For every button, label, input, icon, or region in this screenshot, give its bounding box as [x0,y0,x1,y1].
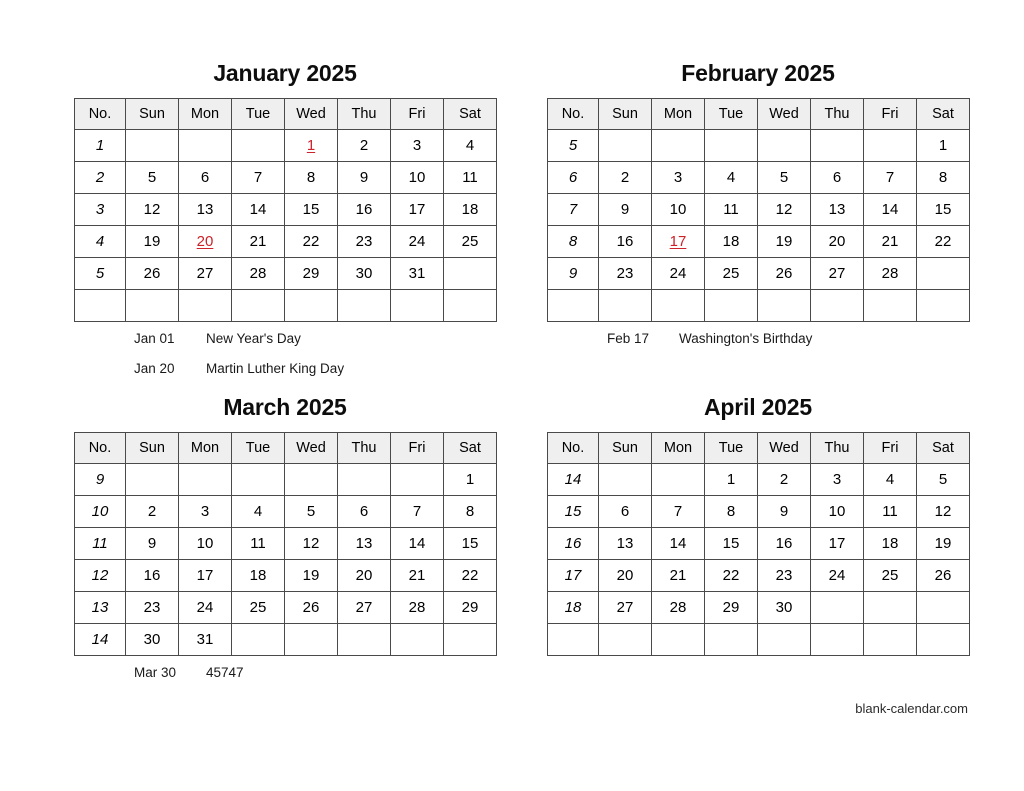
day-cell[interactable]: 10 [811,496,864,528]
calendar-week-row [548,290,970,322]
day-cell[interactable]: 8 [285,162,338,194]
day-cell[interactable]: 5 [285,496,338,528]
day-cell[interactable]: 19 [126,226,179,258]
holiday-note-label: 45747 [206,665,244,680]
day-cell[interactable]: 25 [705,258,758,290]
week-number-cell: 9 [548,258,599,290]
week-number-cell: 9 [75,464,126,496]
day-cell[interactable]: 16 [599,226,652,258]
week-number-cell: 14 [75,624,126,656]
holiday-note-date: Feb 17 [607,331,650,346]
day-cell[interactable]: 18 [864,528,917,560]
day-cell[interactable]: 12 [285,528,338,560]
day-cell-empty [758,624,811,656]
day-cell-empty [864,592,917,624]
day-cell-empty [232,290,285,322]
day-cell-empty [811,130,864,162]
day-cell[interactable]: 7 [864,162,917,194]
day-cell[interactable]: 26 [758,258,811,290]
week-number-cell: 12 [75,560,126,592]
day-cell[interactable]: 27 [811,258,864,290]
day-cell[interactable]: 18 [705,226,758,258]
day-cell-empty [232,624,285,656]
column-header-mon: Mon [179,99,232,130]
day-cell-empty [179,130,232,162]
calendar-week-row [75,258,497,290]
week-number-cell: 17 [548,560,599,592]
calendar-week-row [75,194,497,226]
day-cell[interactable]: 12 [758,194,811,226]
day-cell[interactable]: 4 [444,130,497,162]
day-cell[interactable]: 23 [758,560,811,592]
day-cell[interactable]: 19 [917,528,970,560]
day-cell[interactable]: 5 [917,464,970,496]
month-title-march: March 2025 [223,394,347,420]
day-cell[interactable]: 9 [758,496,811,528]
calendar-week-row [548,528,970,560]
day-cell[interactable]: 9 [599,194,652,226]
calendar-grid [74,98,497,322]
day-cell-empty [652,624,705,656]
calendar-week-row [548,194,970,226]
day-cell[interactable]: 4 [705,162,758,194]
site-credit: blank-calendar.com [855,701,968,716]
day-cell[interactable]: 22 [705,560,758,592]
day-cell-empty [391,464,444,496]
day-cell[interactable]: 2 [599,162,652,194]
day-cell-empty [652,464,705,496]
day-cell-empty [864,130,917,162]
day-cell[interactable]: 3 [652,162,705,194]
day-cell[interactable]: 7 [232,162,285,194]
column-header-weekno: No. [548,433,599,464]
day-cell[interactable]: 13 [811,194,864,226]
day-cell[interactable]: 8 [917,162,970,194]
column-header-wed: Wed [285,99,338,130]
day-cell[interactable]: 30 [758,592,811,624]
calendar-week-row [548,624,970,656]
column-header-fri: Fri [391,433,444,464]
holiday-note [134,361,496,391]
day-cell-empty [917,624,970,656]
holiday-note [134,331,496,361]
column-header-mon: Mon [179,433,232,464]
day-cell[interactable]: 8 [444,496,497,528]
day-cell[interactable]: 13 [599,528,652,560]
day-cell[interactable]: 31 [391,258,444,290]
holiday-note-date: Mar 30 [134,665,177,680]
day-cell[interactable]: 27 [338,592,391,624]
day-cell-empty [599,464,652,496]
holiday-notes-february [547,331,969,361]
week-number-cell: 18 [548,592,599,624]
day-cell[interactable]: 14 [232,194,285,226]
calendar-grid [74,432,497,656]
day-cell[interactable]: 29 [285,258,338,290]
day-cell-empty [705,290,758,322]
day-cell-empty [864,290,917,322]
column-header-weekno: No. [75,99,126,130]
day-cell[interactable]: 12 [126,194,179,226]
day-cell-empty [811,290,864,322]
column-header-sun: Sun [599,99,652,130]
day-cell[interactable]: 1 [705,464,758,496]
column-header-tue: Tue [232,99,285,130]
day-cell-empty [179,290,232,322]
column-header-weekno: No. [75,433,126,464]
holiday-note-label: Martin Luther King Day [206,361,345,376]
day-cell[interactable]: 6 [599,496,652,528]
day-cell[interactable]: 28 [864,258,917,290]
day-cell[interactable]: 13 [338,528,391,560]
day-cell-empty [338,290,391,322]
column-header-sun: Sun [599,433,652,464]
day-cell-empty [917,592,970,624]
calendar-week-row [75,624,497,656]
day-cell-empty [599,290,652,322]
holiday-note [607,331,969,361]
column-header-thu: Thu [811,433,864,464]
day-cell[interactable]: 7 [652,496,705,528]
day-cell[interactable]: 23 [599,258,652,290]
holiday-note [134,665,496,695]
day-cell[interactable]: 14 [864,194,917,226]
day-cell[interactable]: 18 [444,194,497,226]
calendar-header-row [548,433,970,464]
holiday-note-label: Washington's Birthday [679,331,813,346]
week-number-cell: 15 [548,496,599,528]
day-cell[interactable]: 25 [232,592,285,624]
week-number-cell: 2 [75,162,126,194]
column-header-fri: Fri [391,99,444,130]
week-number-cell [548,624,599,656]
week-number-cell [548,290,599,322]
holiday-note-date: Jan 20 [134,361,175,376]
week-number-cell: 11 [75,528,126,560]
day-cell[interactable]: 8 [705,496,758,528]
day-cell-empty [444,624,497,656]
day-cell[interactable]: 30 [338,258,391,290]
day-cell-empty [758,130,811,162]
calendar-week-row [548,258,970,290]
day-cell[interactable]: 25 [444,226,497,258]
month-block-april [547,396,969,665]
day-cell-empty [126,464,179,496]
day-cell[interactable]: 22 [444,560,497,592]
column-header-weekno: No. [548,99,599,130]
day-cell[interactable]: 28 [232,258,285,290]
day-cell[interactable]: 9 [338,162,391,194]
month-block-january [74,62,496,391]
column-header-thu: Thu [338,99,391,130]
day-cell[interactable]: 5 [126,162,179,194]
column-header-sun: Sun [126,99,179,130]
calendar-week-row [75,496,497,528]
holiday-note-date: Jan 01 [134,331,175,346]
day-cell-empty [811,592,864,624]
column-header-tue: Tue [232,433,285,464]
day-cell[interactable]: 21 [652,560,705,592]
day-cell[interactable]: 10 [179,528,232,560]
day-cell[interactable]: 1 [917,130,970,162]
day-cell[interactable]: 12 [917,496,970,528]
day-cell[interactable]: 16 [758,528,811,560]
week-number-cell [75,290,126,322]
day-cell[interactable]: 10 [391,162,444,194]
day-cell-holiday[interactable]: 17 [652,226,705,258]
day-cell[interactable]: 18 [232,560,285,592]
day-cell[interactable]: 20 [811,226,864,258]
day-cell[interactable]: 24 [179,592,232,624]
day-cell[interactable]: 6 [811,162,864,194]
day-cell-empty [179,464,232,496]
calendar-week-row [548,162,970,194]
column-header-thu: Thu [811,99,864,130]
calendar-week-row [75,226,497,258]
day-cell[interactable]: 29 [705,592,758,624]
day-cell[interactable]: 23 [126,592,179,624]
column-header-fri: Fri [864,433,917,464]
day-cell[interactable]: 26 [285,592,338,624]
month-block-march [74,396,496,695]
week-number-cell: 5 [75,258,126,290]
day-cell[interactable]: 30 [126,624,179,656]
calendar-table-february [547,98,969,322]
day-cell-empty [917,290,970,322]
day-cell[interactable]: 14 [652,528,705,560]
day-cell[interactable]: 3 [391,130,444,162]
column-header-sat: Sat [444,99,497,130]
calendar-week-row [75,464,497,496]
day-cell[interactable]: 26 [917,560,970,592]
day-cell-empty [285,290,338,322]
calendar-week-row [75,290,497,322]
calendar-table-april [547,432,969,656]
day-cell[interactable]: 24 [391,226,444,258]
day-cell[interactable]: 28 [652,592,705,624]
day-cell[interactable]: 11 [705,194,758,226]
day-cell[interactable]: 3 [179,496,232,528]
month-block-february [547,62,969,361]
column-header-sun: Sun [126,433,179,464]
month-title-february: February 2025 [681,60,835,86]
day-cell[interactable]: 21 [232,226,285,258]
day-cell[interactable]: 31 [179,624,232,656]
holiday-note-label: New Year's Day [206,331,301,346]
calendar-week-row [75,592,497,624]
week-number-cell: 1 [75,130,126,162]
week-number-cell: 13 [75,592,126,624]
day-cell-empty [338,624,391,656]
day-cell[interactable]: 28 [391,592,444,624]
calendar-header-row [548,99,970,130]
day-cell[interactable]: 5 [758,162,811,194]
day-cell[interactable]: 2 [758,464,811,496]
week-number-cell: 7 [548,194,599,226]
week-number-cell: 5 [548,130,599,162]
day-cell[interactable]: 11 [444,162,497,194]
day-cell-empty [599,130,652,162]
column-header-sat: Sat [917,433,970,464]
day-cell-empty [864,624,917,656]
day-cell[interactable]: 20 [599,560,652,592]
day-cell[interactable]: 11 [232,528,285,560]
day-cell[interactable]: 21 [391,560,444,592]
day-cell[interactable]: 26 [126,258,179,290]
day-cell-empty [338,464,391,496]
day-cell[interactable]: 2 [338,130,391,162]
calendar-grid [547,432,970,656]
day-cell-empty [391,290,444,322]
column-header-wed: Wed [758,433,811,464]
day-cell-empty [652,130,705,162]
day-cell[interactable]: 24 [652,258,705,290]
calendar-table-january [74,98,496,322]
column-header-wed: Wed [758,99,811,130]
day-cell-empty [232,130,285,162]
column-header-mon: Mon [652,433,705,464]
day-cell-empty [705,130,758,162]
day-cell-empty [444,290,497,322]
day-cell[interactable]: 19 [758,226,811,258]
week-number-cell: 6 [548,162,599,194]
day-cell[interactable]: 10 [652,194,705,226]
calendar-week-row [75,130,497,162]
day-cell[interactable]: 6 [338,496,391,528]
calendar-header-row [75,433,497,464]
day-cell[interactable]: 24 [811,560,864,592]
calendar-week-row [75,162,497,194]
day-cell[interactable]: 16 [126,560,179,592]
day-cell[interactable]: 22 [285,226,338,258]
calendar-week-row [548,130,970,162]
day-cell[interactable]: 2 [126,496,179,528]
day-cell[interactable]: 11 [864,496,917,528]
day-cell[interactable]: 4 [232,496,285,528]
day-cell[interactable]: 23 [338,226,391,258]
week-number-cell: 8 [548,226,599,258]
day-cell[interactable]: 9 [126,528,179,560]
day-cell[interactable]: 6 [179,162,232,194]
calendar-grid [547,98,970,322]
day-cell[interactable]: 19 [285,560,338,592]
day-cell[interactable]: 15 [917,194,970,226]
day-cell[interactable]: 20 [338,560,391,592]
day-cell[interactable]: 15 [444,528,497,560]
column-header-sat: Sat [917,99,970,130]
day-cell[interactable]: 22 [917,226,970,258]
day-cell-empty [285,624,338,656]
day-cell-empty [705,624,758,656]
day-cell-empty [652,290,705,322]
day-cell-empty [285,464,338,496]
day-cell[interactable]: 13 [179,194,232,226]
month-title-january: January 2025 [213,60,357,86]
day-cell-empty [917,258,970,290]
day-cell[interactable]: 1 [444,464,497,496]
day-cell[interactable]: 15 [705,528,758,560]
calendar-header-row [75,99,497,130]
day-cell-empty [811,624,864,656]
column-header-sat: Sat [444,433,497,464]
week-number-cell: 10 [75,496,126,528]
day-cell[interactable]: 15 [285,194,338,226]
week-number-cell: 3 [75,194,126,226]
day-cell-empty [758,290,811,322]
day-cell[interactable]: 4 [864,464,917,496]
day-cell[interactable]: 17 [391,194,444,226]
day-cell[interactable]: 16 [338,194,391,226]
day-cell[interactable]: 14 [391,528,444,560]
day-cell-empty [599,624,652,656]
calendar-table-march [74,432,496,656]
column-header-mon: Mon [652,99,705,130]
day-cell-holiday[interactable]: 20 [179,226,232,258]
calendar-week-row [548,496,970,528]
column-header-tue: Tue [705,99,758,130]
day-cell-empty [232,464,285,496]
day-cell[interactable]: 25 [864,560,917,592]
column-header-wed: Wed [285,433,338,464]
month-title-april: April 2025 [704,394,812,420]
calendar-week-row [548,226,970,258]
day-cell-empty [391,624,444,656]
calendar-week-row [548,592,970,624]
day-cell-empty [126,130,179,162]
day-cell-empty [126,290,179,322]
column-header-fri: Fri [864,99,917,130]
day-cell[interactable]: 17 [179,560,232,592]
calendar-week-row [75,528,497,560]
day-cell[interactable]: 27 [179,258,232,290]
holiday-notes-march [74,665,496,695]
day-cell-empty [444,258,497,290]
week-number-cell: 16 [548,528,599,560]
day-cell[interactable]: 21 [864,226,917,258]
calendar-week-row [75,560,497,592]
day-cell[interactable]: 17 [811,528,864,560]
week-number-cell: 14 [548,464,599,496]
column-header-tue: Tue [705,433,758,464]
day-cell[interactable]: 29 [444,592,497,624]
calendar-week-row [548,560,970,592]
week-number-cell: 4 [75,226,126,258]
day-cell[interactable]: 7 [391,496,444,528]
column-header-thu: Thu [338,433,391,464]
day-cell-holiday[interactable]: 1 [285,130,338,162]
day-cell[interactable]: 3 [811,464,864,496]
calendar-week-row [548,464,970,496]
holiday-notes-january [74,331,496,391]
day-cell[interactable]: 27 [599,592,652,624]
